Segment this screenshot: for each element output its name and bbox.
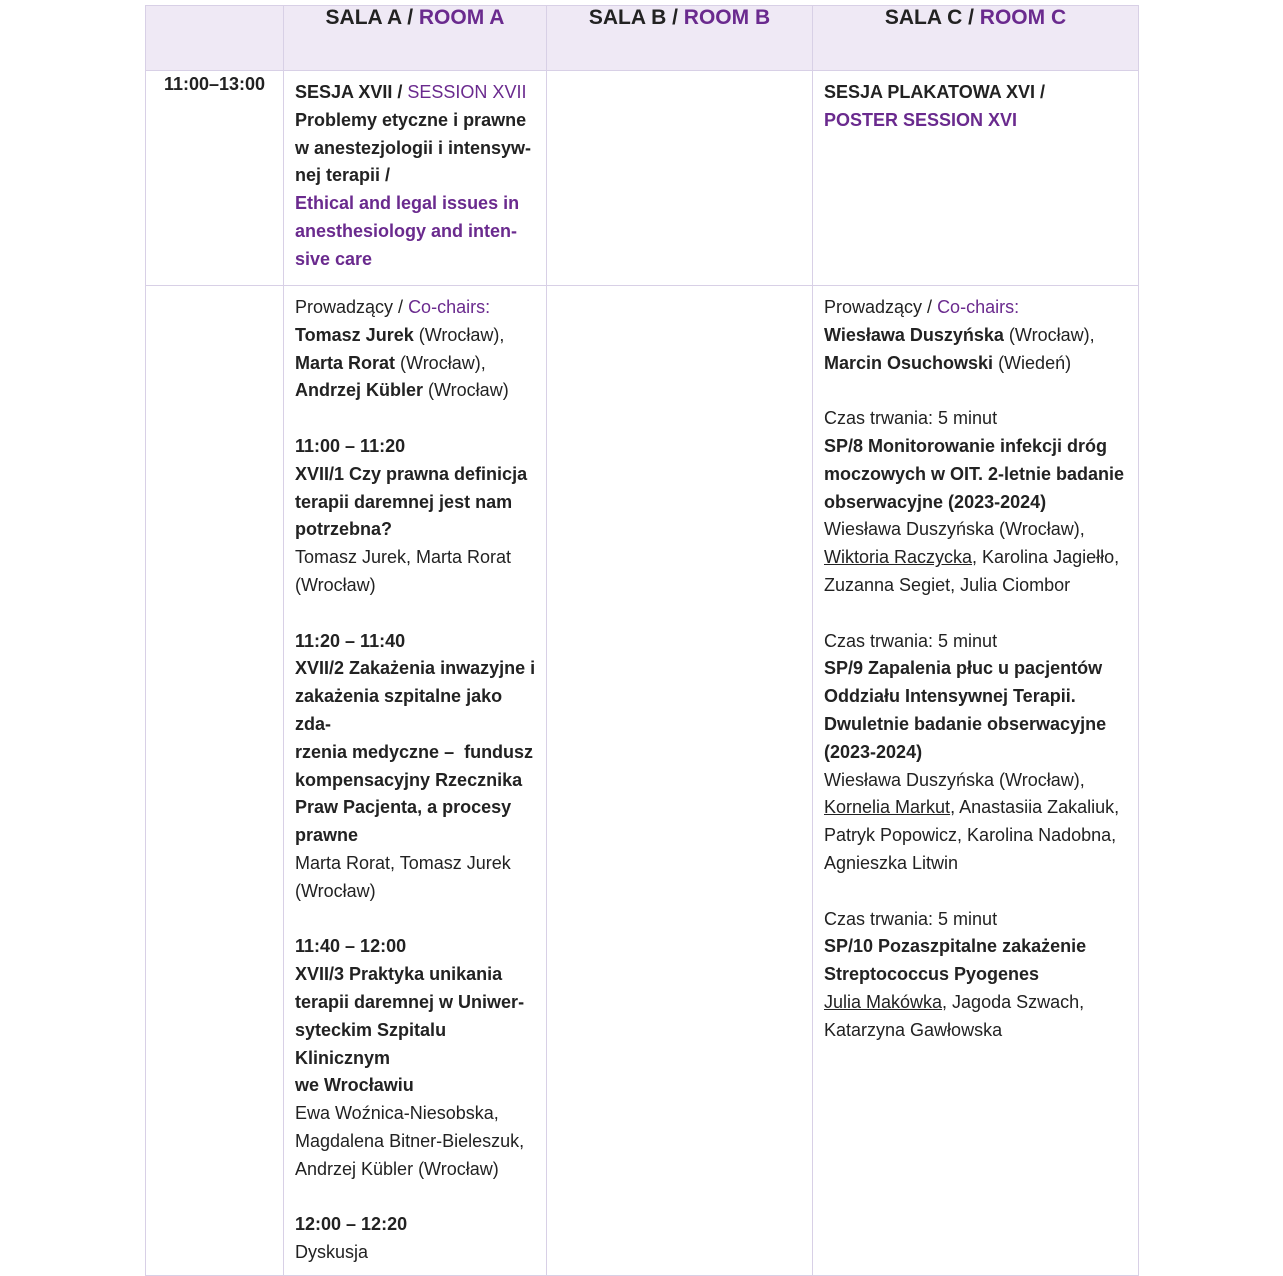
poster-authors: Wiesława Duszyńska (Wrocław), Wiktoria Raczycka, Karolina Jagiełło, Zuzanna Segiet, Julia Ciombor (824, 519, 1120, 595)
poster-item (824, 405, 1128, 600)
room-b-session-cell (547, 71, 813, 286)
time-slot: 11:00–13:00 (146, 71, 284, 286)
room-c-cochairs-label: Prowadzący / Co-chairs: (824, 297, 1020, 317)
talk-authors: Marta Rorat, Tomasz Jurek (Wrocław) (295, 852, 511, 901)
talk-time: 11:20 – 11:40 (295, 630, 406, 651)
room-a-chair: Tomasz Jurek (Wrocław), (295, 324, 505, 345)
header-room-a (284, 6, 547, 71)
talk-item (295, 1211, 536, 1267)
talk-item (295, 433, 536, 600)
room-c-details-cell (813, 286, 1139, 1276)
session-row (146, 71, 1139, 286)
room-c-session-en: POSTER SESSION XVI (824, 109, 1018, 130)
talk-title: XVII/1 Czy prawna definicja terapii daremnej jest nam potrzebna? (295, 463, 528, 540)
poster-title: SP/10 Pozaszpitalne zakażenie Streptococcus Pyogenes (824, 936, 1087, 985)
presenter-name: Kornelia Markut (824, 797, 951, 818)
room-a-title-pl: Problemy etyczne i prawne w anestezjologii i intensyw- nej terapii / (295, 109, 532, 186)
presenter-name: Wiktoria Raczycka (824, 547, 973, 568)
room-a-chair: Marta Rorat (Wrocław), (295, 352, 486, 373)
details-time-cell (146, 286, 284, 1276)
talk-item (295, 933, 536, 1183)
talk-title: XVII/3 Praktyka unikania terapii daremnej w Uniwer- syteckim Szpitalu Klinicznym we Wrocławiu (295, 964, 525, 1096)
talk-authors: Tomasz Jurek, Marta Rorat (Wrocław) (295, 547, 512, 595)
talk-title: XVII/2 Zakażenia inwazyjne i zakażenia szpitalne jako zda- rzenia medyczne – fundusz kompensacyjny Rzecznika Praw Pacjenta, a procesy prawne (295, 658, 536, 846)
talk-time: 11:40 – 12:00 (295, 936, 407, 957)
room-c-en: ROOM C (979, 6, 1067, 29)
presenter-name: Julia Makówka (824, 991, 943, 1012)
room-a-session-cell (284, 71, 547, 286)
poster-item (824, 906, 1128, 1045)
talk-authors: Ewa Woźnica-Niesobska, Magdalena Bitner-Bieleszuk, Andrzej Kübler (Wrocław) (295, 1103, 525, 1179)
room-b-pl: SALA B / (588, 6, 678, 29)
discussion-label: Dyskusja (295, 1242, 369, 1263)
poster-duration: Czas trwania: 5 minut (824, 630, 998, 651)
room-a-details-cell (284, 286, 547, 1276)
room-a-pl: SALA A / (325, 6, 414, 29)
poster-title: SP/8 Monitorowanie infekcji dróg moczowych w OIT. 2-letnie badanie obserwacyjne (2023-2024) (824, 435, 1125, 512)
room-c-chair: Wiesława Duszyńska (Wrocław), (824, 324, 1095, 345)
header-room-c (813, 6, 1139, 71)
details-row (146, 286, 1139, 1276)
room-c-chair: Marcin Osuchowski (Wiedeń) (824, 352, 1072, 373)
room-c-session-pl: SESJA PLAKATOWA XVI / (824, 82, 1046, 102)
room-a-cochairs-label: Prowadzący / Co-chairs: (295, 297, 491, 317)
talk-time: 12:00 – 12:20 (295, 1214, 408, 1235)
room-c-session-cell (813, 71, 1139, 286)
talk-item (295, 628, 536, 906)
room-a-en: ROOM A (418, 6, 505, 29)
poster-authors: Julia Makówka, Jagoda Szwach, Katarzyna Gawłowska (824, 991, 1085, 1040)
room-a-title-en: Ethical and legal issues in anesthesiology and inten- sive care (295, 193, 520, 269)
poster-authors: Wiesława Duszyńska (Wrocław), Kornelia Markut, Anastasiia Zakaliuk, Patryk Popowicz, Karolina Nadobna, Agnieszka Litwin (824, 769, 1120, 873)
poster-title: SP/9 Zapalenia płuc u pacjentów Oddziału Intensywnej Terapii. Dwuletnie badanie obserwacyjne (2023-2024) (824, 658, 1107, 762)
program-table (145, 5, 1139, 1276)
room-a-session-title: SESJA XVII / SESSION XVII (295, 82, 527, 102)
poster-duration: Czas trwania: 5 minut (824, 408, 998, 429)
header-row (146, 6, 1139, 71)
talk-time: 11:00 – 11:20 (295, 435, 406, 456)
poster-item (824, 628, 1128, 878)
room-c-pl: SALA C / (884, 6, 974, 29)
header-room-b (547, 6, 813, 71)
poster-duration: Czas trwania: 5 minut (824, 908, 998, 929)
room-b-en: ROOM B (683, 6, 771, 29)
room-b-details-cell (547, 286, 813, 1276)
room-a-chair: Andrzej Kübler (Wrocław) (295, 380, 509, 401)
header-time-col (146, 6, 284, 71)
